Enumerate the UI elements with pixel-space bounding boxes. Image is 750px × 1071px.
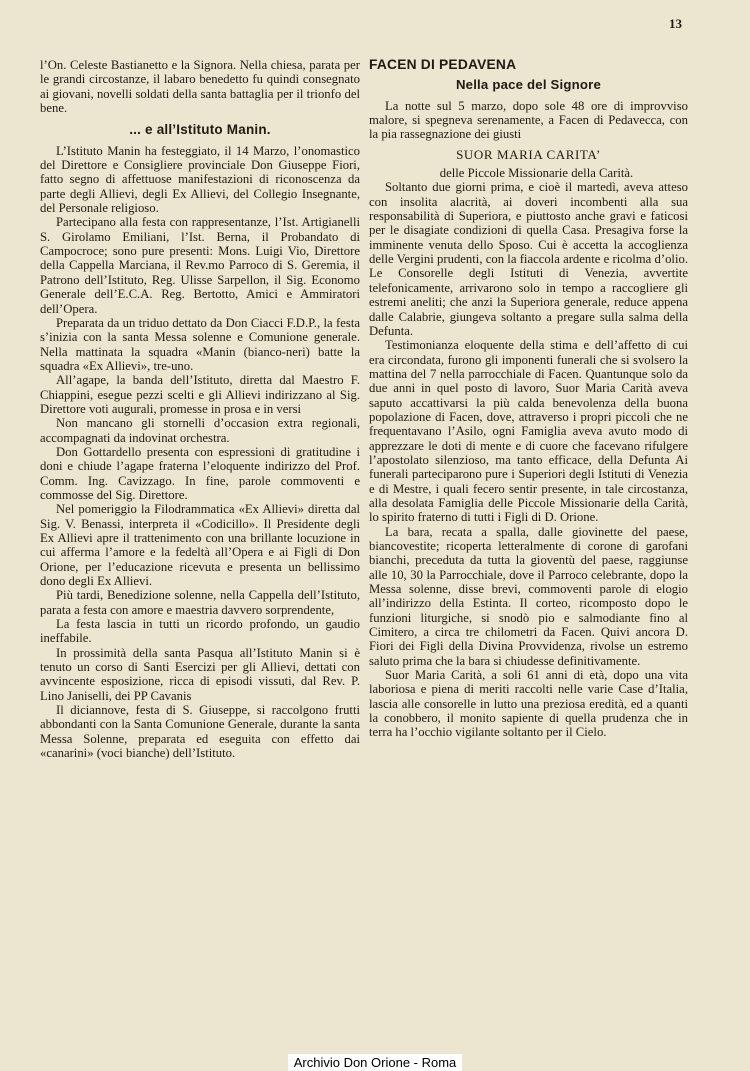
archive-label: Archivio Don Orione - Roma — [288, 1054, 463, 1071]
article-paragraph: L’Istituto Manin ha festeggiato, il 14 Marzo, l’onomastico del Direttore e Consigliere provinciale Don Giuseppe Fiori, fatto segno di affettuose manifestazioni di riconoscenza da parte degli Allievi, degli Ex Allievi, del Collegio Insegnante, del Personale religioso. — [40, 143, 360, 216]
intro-paragraph: l’On. Celeste Bastianetto e la Signora. Nella chiesa, parata per le grandi circostanze, il labaro benedetto fu quindi consegnato ai giovani, novelli soldati della santa battaglia per il trionfo del bene. — [40, 58, 360, 116]
article-paragraph: Preparata da un triduo dettato da Don Ciacci F.D.P., la festa s’inizia con la santa Messa solenne e Comunione generale. Nella mattinata la squadra «Manin (bianco-neri) batte la squadra «Ex Allievi», tre-uno. — [40, 315, 360, 373]
left-column — [40, 58, 360, 761]
article-paragraph: Suor Maria Carità, a soli 61 anni di età, dopo una vita laboriosa e piena di meriti raccolti nelle varie Case d’Italia, lascia alle consorelle in lutto una preziosa eredità, ed a quanti la conobbero, il monito sapiente di quella prudenza che in terra ha l’occhio vigilante soltanto per il Cielo. — [369, 668, 688, 740]
article-paragraph: La bara, recata a spalla, dalle giovinette del paese, biancovestite; ricoperta letteralmente di corone di garofani bianchi, preceduta da tutta la gioventù del paese, raggiunse alle 10, 30 la Parrocchiale, dove il Parroco celebrante, dopo la Messa solenne, disse brevi, commoventi parole di elogio all’indirizzo della Estinta. Il corteo, ricomposto dopo le funzioni liturgiche, si snodò pio e salmodiante fino al Cimitero, a circa tre chilometri da Facen. Quivi ancora D. Fiori dei Figli della Divina Provvidenza, rivolse un estremo saluto prima che la bara si chiudesse definitivamente. — [369, 524, 688, 668]
article-paragraph: Don Gottardello presenta con espressioni di gratitudine i doni e chiude l’agape fraterna l’eloquente indirizzo del Prof. Comm. Ing. Cavizzago. In fine, parole commoventi e commosse del Sig. Direttore. — [40, 444, 360, 502]
congregation-line: delle Piccole Missionarie della Carità. — [439, 166, 634, 181]
section-subtitle: Nella pace del Signore — [455, 77, 602, 93]
article-paragraph: Partecipano alla festa con rappresentanze, l’Ist. Artigianelli S. Girolamo Emiliani, l’Ist. Berna, il Probandato di Campocroce; sono pure presenti: Mons. Luigi Vio, Direttore della Cappella Marciana, il Rev.mo Parroco di S. Geremia, il Patrono dell’Istituto, Reg. Ulisse Sarpellon, il Sig. Economo Generale dell’E.C.A. Reg. Bertotto, Amici e Ammiratori dell’Opera. — [40, 215, 360, 316]
article-paragraph: Il diciannove, festa di S. Giuseppe, si raccolgono frutti abbondanti con la Santa Comunione Generale, durante la santa Messa Solenne, preparata ed eseguita con effetto dai «canarini» (voci bianche) dell’Istituto. — [40, 703, 360, 761]
page-number: 13 — [669, 16, 682, 31]
article-paragraph: La festa lascia in tutti un ricordo profondo, un gaudio ineffabile. — [40, 617, 360, 646]
article-paragraph: Non mancano gli stornelli d’occasion extra regionali, accompagnati da indovinat orchestra. — [40, 416, 360, 445]
article-paragraph: Soltanto due giorni prima, e cioè il martedì, aveva atteso con insolita alacrità, ai doveri incombenti alla sua responsabilità di Superiora, e piuttosto anche gravi e faticosi per le disagiate condizioni di quella Casa. Presagiva forse la imminente venuta dello Sposo. Cui è accetta la accoglienza delle Vergini prudenti, con la fiaccola ardente e ricolma d’olio. Le Consorelle degli Istituti di Venezia, avvertite telefonicamente, arrivarono solo in tempo a raccogliere gli estremi aneliti; che anzi la Superiora generale, reduce appena dalle Calabrie, giungeva soltanto a pregare sulla salma della Defunta. — [369, 180, 688, 338]
article-paragraph: In prossimità della santa Pasqua all’Istituto Manin si è tenuto un corso di Santi Esercizi per gli Allievi, dettati con avvincente esposizione, ricca di episodi vissuti, dal Rev. P. Lino Janiselli, dei PP Cavanis — [40, 645, 360, 703]
article-paragraph: Testimonianza eloquente della stima e dell’affetto di cui era circondata, furono gli imponenti funerali che si svolsero la mattina del 7 nella parrocchiale di Facen. Quantunque solo da due anni in quel posto di lavoro, Suor Maria Carità aveva saputo accattivarsi la più calda benevolenza della buona popolazione di Facen, dove, attraverso i propri piccoli che ne frequentavano l’Asilo, ogni Famiglia aveva avuto modo di apprezzare le doti di mente e di cuore che facevano rifulgere l’apostolato silenzioso, ma tanto efficace, della Defunta Ai funerali parteciparono pure i Superiori degli Istituti di Venezia e di Mestre, i quali fecero sentir presente, in tale circostanza, alla desolata Famiglia delle Piccole Missionarie della Carità, lo spirito fraterno di tutti i Figli di D. Orione. — [369, 338, 688, 525]
article-paragraph: Più tardi, Benedizione solenne, nella Cappella dell’Istituto, parata a festa con amore e maestria davvero sorprendente, — [40, 588, 360, 617]
right-column — [369, 58, 688, 740]
article-paragraph: Nel pomeriggio la Filodrammatica «Ex Allievi» diretta dal Sig. V. Benassi, interpreta il «Codicillo». Il Presidente degli Ex Allievi apre il trattenimento con una brillante locuzione in cui afferma l’amore e la fedeltà all’Opera e ai Figli di Don Orione, per l’educazione ricevuta e presenta un bellissimo dono degli Ex Allievi. — [40, 502, 360, 589]
section-title-istituto-manin: ... e all’Istituto Manin. — [129, 122, 271, 138]
archive-footer — [0, 1054, 750, 1071]
article-paragraph: All’agape, la banda dell’Istituto, diretta dal Maestro F. Chiappini, esegue pezzi scelti e gli Allievi indirizzano al Sig. Direttore voti augurali, promesse in prosa e in versi — [40, 373, 360, 416]
article-paragraph: La notte sul 5 marzo, dopo sole 48 ore di improvviso malore, si spegneva serenamente, a Facen di Pedavecca, con la pia rassegnazione dei giusti — [369, 98, 688, 142]
section-title-facen: FACEN DI PEDAVENA — [369, 57, 517, 72]
nun-name: SUOR MARIA CARITA’ — [456, 146, 601, 162]
